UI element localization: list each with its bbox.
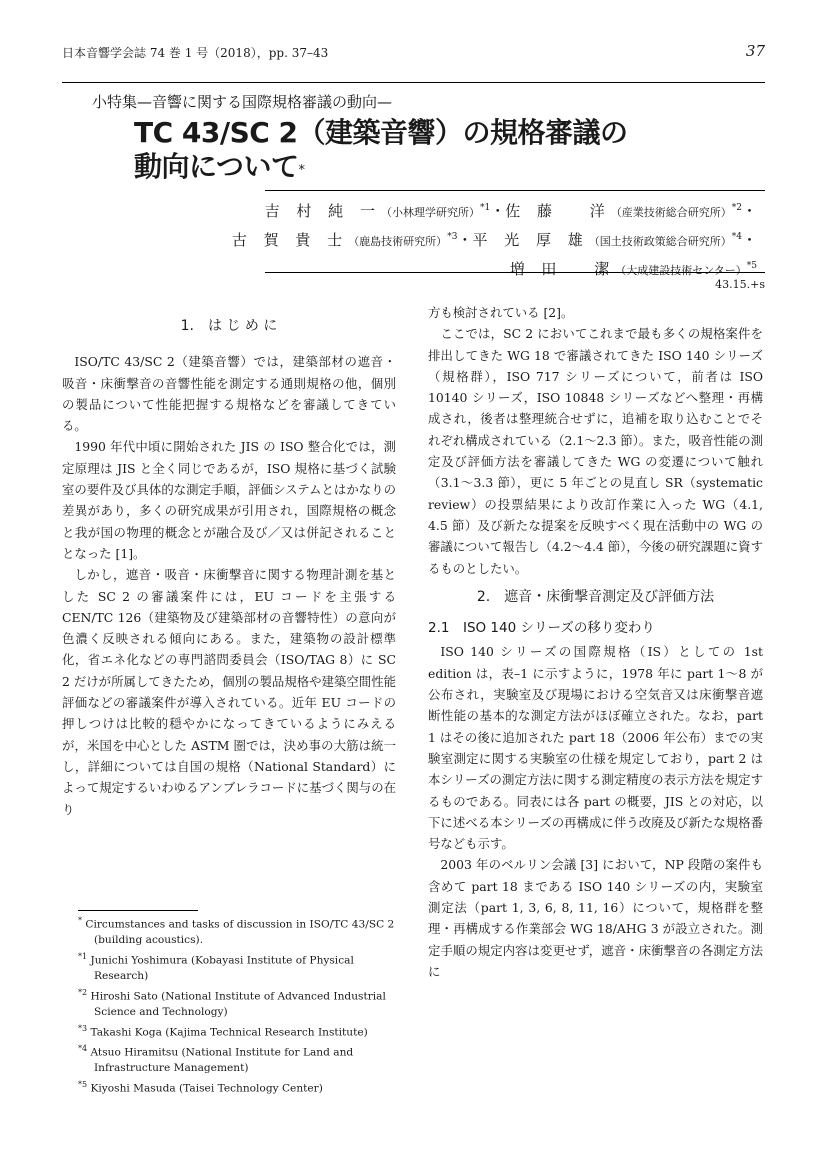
author-name: 古 賀 貴 士 [231,231,349,249]
section-heading-1: 1. は じ め に [180,318,278,334]
title-line-2: 動向について [134,150,299,183]
footnote-mark: *4 [78,1044,88,1054]
author-affiliation: （小林理学研究所） [380,206,480,219]
footnote-mark: * [78,916,82,925]
author-name: 平 光 厚 雄 [472,231,589,249]
paragraph-continuation: 方も検討されている [2]。 [428,305,574,320]
footnote [78,913,398,949]
footnote [78,985,398,1021]
title-rule [265,190,765,191]
right-column [428,302,763,982]
author-mark: *2 [731,203,742,213]
author-name: 吉 村 純 一 [264,202,381,220]
author-affiliation: （大成建設技術センター） [615,264,747,277]
author-name: 佐 藤 洋 [505,202,611,220]
header-rule [62,82,765,83]
author-affiliation: （産業技術総合研究所） [610,206,732,219]
article-title [134,116,734,184]
author-mark: *1 [479,203,491,213]
author-affiliation: （鹿島技術研究所） [348,235,448,248]
left-column [62,304,396,820]
footnote-text: Takashi Koga (Kajima Technical Research Institute) [90,1026,368,1039]
title-line-1: TC 43/SC 2（建築音響）の規格審議の [134,116,628,149]
author-mark: *5 [746,261,757,271]
footnote-mark: *3 [78,1023,88,1033]
author-separator: ・ [457,231,473,249]
author-name: 増 田 潔 [509,260,616,278]
footnote-rule [78,910,198,911]
footnotes [78,913,398,1097]
section-heading-2: 2. 遮音・床衝撃音測定及び評価方法 [476,588,715,605]
author-mark: *4 [731,232,742,242]
series-title: 小特集—音響に関する国際規格審議の動向— [92,93,393,111]
footnote-text: Junichi Yoshimura (Kobayasi Institute of Physical Research) [90,954,354,983]
subsection-heading-2-1: 2.1 ISO 140 シリーズの移り変わり [428,620,655,637]
footnote [78,1041,398,1077]
paragraph: しかし，遮音・吸音・床衝撃音に関する物理計測を基とした SC 2 の審議案件には，EU コードを主張する CEN/TC 126（建築物及び建築部材の音響特性）の意向が色濃く反映される傾向にある。また，建築物の設計標準化，省エネ化などの専門諮問委員会（ISO/TAG 8）に SC 2 だけが所属してきたため，個別の製品規格や建築空間性能評価などの審議案件が導入されている。近年 EU コードの押しつけは比較的穏やかになってきているようにみえるが，米国を中心とした ASTM 圏では，決め事の大筋は統一し，詳細については自国の規格（National Standard）によって規定するいわゆるアンブレラコードに基づく関与の在り [62,567,396,817]
footnote-text: Atsuo Hiramitsu (National Institute for Land and Infrastructure Management) [90,1046,354,1075]
author-separator: ・ [741,202,757,220]
running-header [62,44,765,64]
footnote-text: Circumstances and tasks of discussion in ISO/TC 43/SC 2 (building acoustics). [85,918,395,947]
author-separator: ・ [741,231,757,249]
author-affiliation: （国土技術政策総合研究所） [588,235,732,248]
footnote [78,1077,398,1097]
paragraph: 2003 年のベルリン会議 [3] において，NP 段階の案件も含めて part 18 まである ISO 140 シリーズの内，実験室測定法（part 1, 3, 6, 8, 11, 16）について，規格群を整理・再構成する作業部会 WG 18/AHG 3 が設立された。測定手順の規定内容は変更せず，遮音・床衝撃音の各測定方法に [428,857,763,979]
title-footnote-mark: * [298,163,305,178]
author-list [232,196,757,283]
page-number: 37 [745,42,765,60]
paragraph: ここでは，SC 2 においてこれまで最も多くの規格案件を排出してきた WG 18 で審議されてきた ISO 140 シリーズ（規格群），ISO 717 シリーズについて，前者は ISO 10140 シリーズ，ISO 10848 シリーズなどへ整理・再構成され，後者は整理統合せずに，追補を取り込むことでそれぞれ構成されている（2.1～2.3 節）。また，吸音性能の測定及び評価方法を審議してきた WG の変遷について触れ（3.1～3.3 節），更に 5 年ごとの見直し SR（systematic review）の投票結果により改訂作業に入った WG（4.1, 4.5 節）及び新たな提案を反映すべく現在活動中の WG の審議について報告し（4.2～4.4 節），今後の研究課題に資するものとしたい。 [428,326,763,576]
footnote-mark: *5 [78,1079,88,1089]
paragraph: 1990 年代中頃に開始された JIS の ISO 整合化では，測定原理は JIS と全く同じであるが，ISO 規格に基づく試験室の要件及び具体的な測定手順，評価システムとはかなりの差異があり，多くの研究成果が引用され，国際規格の概念と我が国の物理的概念とが融合及び／又は併記されることとなった [1]。 [62,439,396,561]
author-separator: ・ [490,202,506,220]
journal-citation: 日本音響学会誌 74 巻 1 号（2018），pp. 37–43 [62,46,329,60]
footnote [78,1021,398,1041]
author-rule [265,272,765,273]
footnote-text: Kiyoshi Masuda (Taisei Technology Center) [90,1082,323,1095]
footnote [78,949,398,985]
classification-code: 43.15.+s [715,278,765,291]
paragraph: ISO 140 シリーズの国際規格（IS）としての 1st edition は，表–1 に示すように，1978 年に part 1～8 が公布され，実験室及び現場における空気音又は床衝撃音遮断性能の基本的な測定方法がほぼ確立された。なお，part 1 はその後に追加された part 18（2006 年公布）までの実験室測定に関する実験室の仕様を規定しており，part 2 は本シリーズの測定方法に関する測定精度の表示方法を規定するものである。同表には各 part の概要，JIS との対応，以下に述べる本シリーズの再構成に伴う改廃及び新たな規格番号なども示す。 [428,644,763,852]
footnote-mark: *1 [78,951,88,961]
author-mark: *3 [447,232,458,242]
paragraph: ISO/TC 43/SC 2（建築音響）では，建築部材の遮音・吸音・床衝撃音の音響性能を測定する通則規格の他，個別の製品について性能把握する規格などを審議してきている。 [62,354,396,434]
footnote-mark: *2 [78,987,88,997]
footnote-text: Hiroshi Sato (National Institute of Advanced Industrial Science and Technology) [90,990,386,1019]
